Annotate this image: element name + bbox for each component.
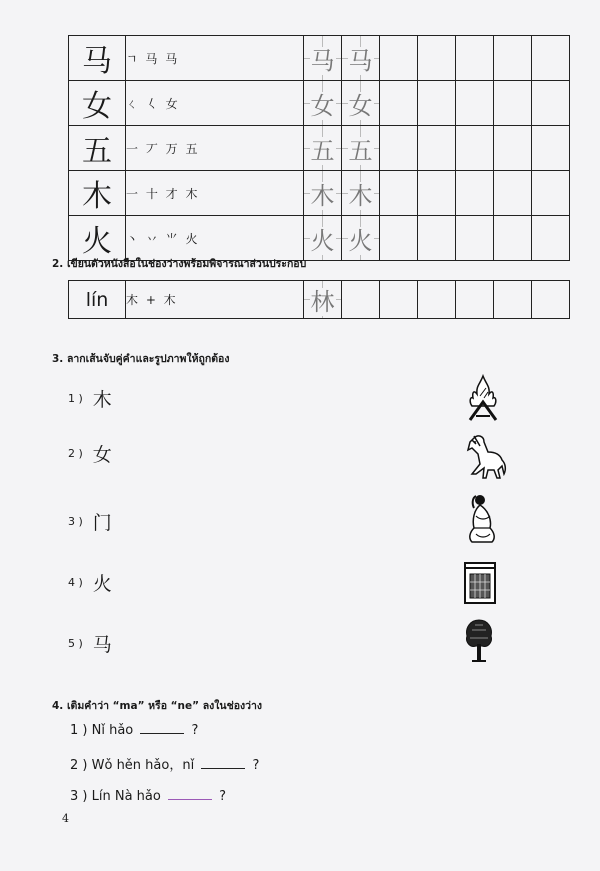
trace-cell[interactable] [342,171,380,216]
trace-char: 马 [348,46,373,75]
section-2-heading: 2. เขียนตัวหนังสือในช่องว่างพร้อมพิจารณาส่วนประกอบ [52,258,307,270]
trace-char: 火 [310,226,335,255]
model-char: 马 [69,36,126,81]
trace-char: 女 [310,91,335,120]
blank-cell[interactable] [494,126,532,171]
answer-blank[interactable] [201,757,245,769]
answer-blank[interactable] [168,788,212,800]
trace-char: 木 [310,181,335,210]
trace-cell[interactable] [304,126,342,171]
stroke-sequence: 一 十 才 木 [126,171,304,216]
item-text: Wǒ hěn hǎo，nǐ [91,758,195,773]
blank-cell[interactable] [494,81,532,126]
parts-cell: 木 + 木 [126,281,304,319]
blank-cell[interactable] [456,36,494,81]
compose-char-table [68,280,570,319]
horse-icon [462,430,508,482]
stroke-row [69,36,570,81]
fill-item [70,788,226,804]
blank-cell[interactable] [380,216,418,261]
section-3-heading: 3. ลากเส้นจับคู่คำและรูปภาพให้ถูกต้อง [52,353,230,365]
blank-cell[interactable] [342,281,380,319]
stroke-order-table [68,35,570,261]
page-number: 4 [62,812,69,825]
item-text: Nǐ hǎo [91,723,134,738]
fill-item [70,722,198,738]
blank-cell[interactable] [418,36,456,81]
stroke-sequence: 一 丆 万 五 [126,126,304,171]
blank-cell[interactable] [532,216,570,261]
trace-cell[interactable] [342,81,380,126]
trace-cell[interactable] [304,81,342,126]
blank-cell[interactable] [494,171,532,216]
blank-cell[interactable] [380,36,418,81]
item-number: 1 ) [70,723,88,738]
trace-char: 五 [310,136,335,165]
blank-cell[interactable] [380,281,418,319]
pinyin-cell: lín [69,281,126,319]
trace-cell[interactable] [304,216,342,261]
blank-cell[interactable] [418,171,456,216]
item-number: 3 ) [68,514,83,528]
item-char: 马 [92,633,112,656]
blank-cell[interactable] [456,81,494,126]
stroke-row [69,126,570,171]
item-number: 1 ) [68,391,83,405]
blank-cell[interactable] [418,126,456,171]
item-char: 火 [92,572,112,595]
stroke-sequence: 丶 丷 ⺌ 火 [126,216,304,261]
blank-cell[interactable] [456,216,494,261]
item-tail: ? [219,789,227,804]
blank-cell[interactable] [494,281,532,319]
item-char: 女 [92,443,112,466]
item-char: 木 [92,388,112,411]
woman-icon [462,490,502,546]
blank-cell[interactable] [532,281,570,319]
stroke-sequence: ㄑ 𡿨 女 [126,81,304,126]
model-char: 火 [69,216,126,261]
blank-cell[interactable] [532,126,570,171]
section-4-heading: 4. เติมคำว่า “ma” หรือ “ne” ลงในช่องว่าง [52,700,263,712]
blank-cell[interactable] [380,81,418,126]
blank-cell[interactable] [532,81,570,126]
blank-cell[interactable] [418,281,456,319]
item-number: 3 ) [70,789,88,804]
item-number: 5 ) [68,636,83,650]
item-number: 4 ) [68,575,83,589]
tree-icon [462,616,496,666]
trace-char: 马 [310,46,335,75]
fill-item [70,754,259,773]
blank-cell[interactable] [494,36,532,81]
compose-row [69,281,570,319]
stroke-row [69,81,570,126]
blank-cell[interactable] [532,171,570,216]
gate-icon [462,560,498,606]
model-char: 女 [69,81,126,126]
blank-cell[interactable] [380,171,418,216]
match-item [68,567,112,597]
blank-cell[interactable] [494,216,532,261]
match-item [68,383,112,413]
stroke-row [69,216,570,261]
stroke-row [69,171,570,216]
trace-cell[interactable] [342,36,380,81]
blank-cell[interactable] [456,171,494,216]
model-char: 五 [69,126,126,171]
item-tail: ? [191,723,199,738]
trace-char: 五 [348,136,373,165]
trace-cell[interactable] [342,126,380,171]
item-number: 2 ) [70,758,88,773]
trace-char: 火 [348,226,373,255]
trace-cell[interactable] [304,281,342,319]
answer-blank[interactable] [140,722,184,734]
match-item [68,628,112,658]
item-char: 门 [92,511,112,534]
blank-cell[interactable] [532,36,570,81]
match-item [68,438,112,468]
blank-cell[interactable] [418,216,456,261]
trace-cell[interactable] [342,216,380,261]
trace-char: 木 [348,181,373,210]
blank-cell[interactable] [418,81,456,126]
trace-char: 林 [310,288,335,316]
fire-icon [462,372,504,424]
stroke-sequence: ㄱ 马 马 [126,36,304,81]
item-text: Lín Nà hǎo [91,789,161,804]
trace-cell[interactable] [304,171,342,216]
blank-cell[interactable] [456,281,494,319]
item-number: 2 ) [68,446,83,460]
blank-cell[interactable] [456,126,494,171]
trace-char: 女 [348,91,373,120]
trace-cell[interactable] [304,36,342,81]
blank-cell[interactable] [380,126,418,171]
model-char: 木 [69,171,126,216]
item-tail: ? [252,758,260,773]
match-item [68,506,112,536]
